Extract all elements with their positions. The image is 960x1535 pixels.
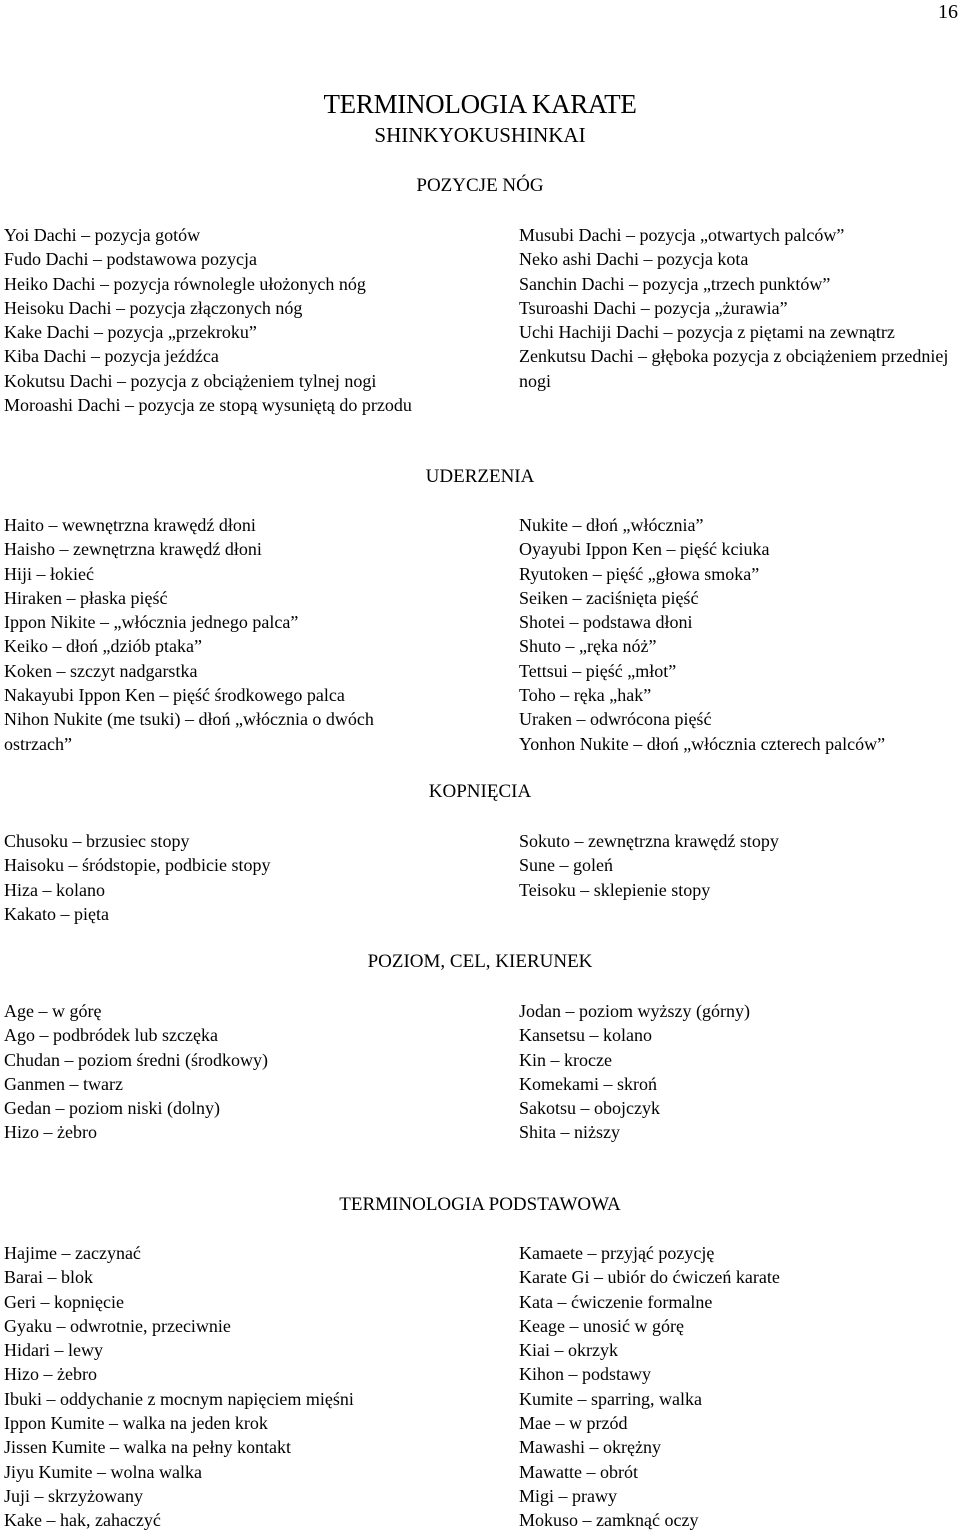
term-item: Teisoku – sklepienie stopy: [519, 879, 711, 900]
term-item: Tettsui – pięść „młot”: [519, 660, 677, 681]
term-item: Kumite – sparring, walka: [519, 1388, 702, 1409]
term-item: Keiko – dłoń „dziób ptaka”: [4, 636, 202, 657]
term-item: Hiraken – płaska pięść: [4, 587, 168, 608]
term-item: Sakotsu – obojczyk: [519, 1098, 660, 1119]
term-item: Ibuki – oddychanie z mocnym napięciem mięśni: [4, 1388, 354, 1409]
term-item: Musubi Dachi – pozycja „otwartych palców”: [519, 225, 845, 245]
term-item: Kamaete – przyjąć pozycję: [519, 1243, 715, 1263]
term-item: Sanchin Dachi – pozycja „trzech punktów”: [519, 273, 831, 294]
term-item: Keage – unosić w górę: [519, 1315, 684, 1336]
term-item: Mae – w przód: [519, 1413, 628, 1434]
term-item: Juji – skrzyżowany: [4, 1485, 143, 1506]
section-heading-uderzenia: UDERZENIA: [425, 466, 535, 487]
document-subtitle: SHINKYOKUSHINKAI: [374, 123, 586, 147]
term-list-right: [519, 1241, 960, 1533]
term-item: Kiai – okrzyk: [519, 1340, 618, 1361]
term-item: Ryutoken – pięść „głowa smoka”: [519, 563, 760, 584]
term-item: Ago – podbródek lub szczęka: [4, 1025, 218, 1046]
section-heading-poziom-cel-kierunek: POZIOM, CEL, KIERUNEK: [367, 951, 593, 972]
term-item: Neko ashi Dachi – pozycja kota: [519, 249, 749, 270]
term-item: Tsuroashi Dachi – pozycja „żurawia”: [519, 297, 788, 318]
term-item: Kin – krocze: [519, 1049, 612, 1070]
term-item: Kihon – podstawy: [519, 1364, 651, 1385]
term-item: Ganmen – twarz: [4, 1073, 123, 1094]
term-item: Uraken – odwrócona pięść: [519, 709, 712, 730]
term-item: Haisoku – śródstopie, podbicie stopy: [4, 855, 271, 876]
term-item: Hidari – lewy: [4, 1340, 103, 1361]
term-item: Mawatte – obrót: [519, 1461, 638, 1482]
term-item: Nakayubi Ippon Ken – pięść środkowego palca: [4, 685, 345, 706]
term-list-left: [4, 513, 444, 756]
term-item: Kata – ćwiczenie formalne: [519, 1291, 713, 1312]
term-item: Haisho – zewnętrzna krawędź dłoni: [4, 539, 262, 560]
term-item: Gyaku – odwrotnie, przeciwnie: [4, 1315, 231, 1336]
term-item: Gedan – poziom niski (dolny): [4, 1098, 220, 1119]
term-item: Hizo – żebro: [4, 1364, 97, 1385]
term-item: Shita – niższy: [519, 1122, 620, 1143]
term-item: Kake Dachi – pozycja „przekroku”: [4, 322, 257, 343]
term-item: Heiko Dachi – pozycja równolegle ułożonych nóg: [4, 273, 366, 294]
term-item: Shotei – podstawa dłoni: [519, 612, 693, 633]
term-item: Hiji – łokieć: [4, 563, 94, 584]
term-item: Kakato – pięta: [4, 903, 109, 924]
term-item: Haito – wewnętrzna krawędź dłoni: [4, 515, 256, 535]
term-item: Age – w górę: [4, 1001, 102, 1021]
term-item: Fudo Dachi – podstawowa pozycja: [4, 249, 257, 270]
term-item: Mokuso – zamknąć oczy: [519, 1510, 699, 1531]
term-item: Komekami – skroń: [519, 1073, 657, 1094]
term-item: Jodan – poziom wyższy (górny): [519, 1001, 750, 1021]
term-item: Kake – hak, zahaczyć: [4, 1510, 161, 1531]
term-item: Ippon Nikite – „włócznia jednego palca”: [4, 612, 299, 633]
term-item: Kokutsu Dachi – pozycja z obciążeniem tylnej nogi: [4, 370, 377, 391]
term-item: Kansetsu – kolano: [519, 1025, 652, 1046]
term-item: Ippon Kumite – walka na jeden krok: [4, 1413, 268, 1434]
term-list-left: [4, 223, 444, 417]
term-item: Hiza – kolano: [4, 879, 105, 900]
term-item: Yonhon Nukite – dłoń „włócznia czterech palców”: [519, 733, 886, 754]
term-item: Chusoku – brzusiec stopy: [4, 831, 190, 851]
term-list-right: [519, 223, 960, 393]
term-item: Karate Gi – ubiór do ćwiczeń karate: [519, 1267, 780, 1288]
term-item: Geri – kopnięcie: [4, 1291, 124, 1312]
term-list-right: [519, 513, 960, 756]
section-heading-kopniecia: KOPNIĘCIA: [428, 781, 532, 802]
document-title: TERMINOLOGIA KARATE: [323, 89, 637, 119]
term-item: Sokuto – zewnętrzna krawędź stopy: [519, 831, 779, 851]
term-item: Hajime – zaczynać: [4, 1243, 141, 1263]
term-item: Shuto – „ręka nóż”: [519, 636, 657, 657]
term-item: Jiyu Kumite – wolna walka: [4, 1461, 202, 1482]
term-item: Barai – blok: [4, 1267, 93, 1288]
term-item: Sune – goleń: [519, 855, 613, 876]
term-item: Zenkutsu Dachi – głęboka pozycja z obciążeniem przedniej nogi: [519, 346, 949, 391]
term-item: Nukite – dłoń „włócznia”: [519, 515, 704, 535]
term-item: Koken – szczyt nadgarstka: [4, 660, 198, 681]
term-item: Yoi Dachi – pozycja gotów: [4, 225, 201, 245]
page-number: 16: [938, 1, 958, 23]
term-list-left: [4, 1241, 444, 1533]
term-item: Oyayubi Ippon Ken – pięść kciuka: [519, 539, 770, 560]
term-item: Hizo – żebro: [4, 1122, 97, 1143]
term-item: Kiba Dachi – pozycja jeźdźca: [4, 346, 219, 367]
term-item: Heisoku Dachi – pozycja złączonych nóg: [4, 297, 303, 318]
term-item: Migi – prawy: [519, 1485, 617, 1506]
term-item: Chudan – poziom średni (środkowy): [4, 1049, 268, 1070]
term-item: Toho – ręka „hak”: [519, 685, 652, 706]
term-list-left: [4, 999, 444, 1145]
term-item: Mawashi – okrężny: [519, 1437, 661, 1458]
section-heading-terminologia-podstawowa: TERMINOLOGIA PODSTAWOWA: [339, 1194, 621, 1215]
term-list-right: [519, 829, 960, 902]
section-heading-pozycje-nog: POZYCJE NÓG: [416, 175, 544, 196]
term-item: Moroashi Dachi – pozycja ze stopą wysuniętą do przodu: [4, 395, 412, 416]
term-item: Jissen Kumite – walka na pełny kontakt: [4, 1437, 291, 1458]
term-list-right: [519, 999, 960, 1145]
term-list-left: [4, 829, 444, 926]
term-item: Uchi Hachiji Dachi – pozycja z piętami na zewnątrz: [519, 322, 895, 343]
term-item: Nihon Nukite (me tsuki) – dłoń „włócznia o dwóch ostrzach”: [4, 709, 374, 754]
term-item: Seiken – zaciśnięta pięść: [519, 587, 699, 608]
